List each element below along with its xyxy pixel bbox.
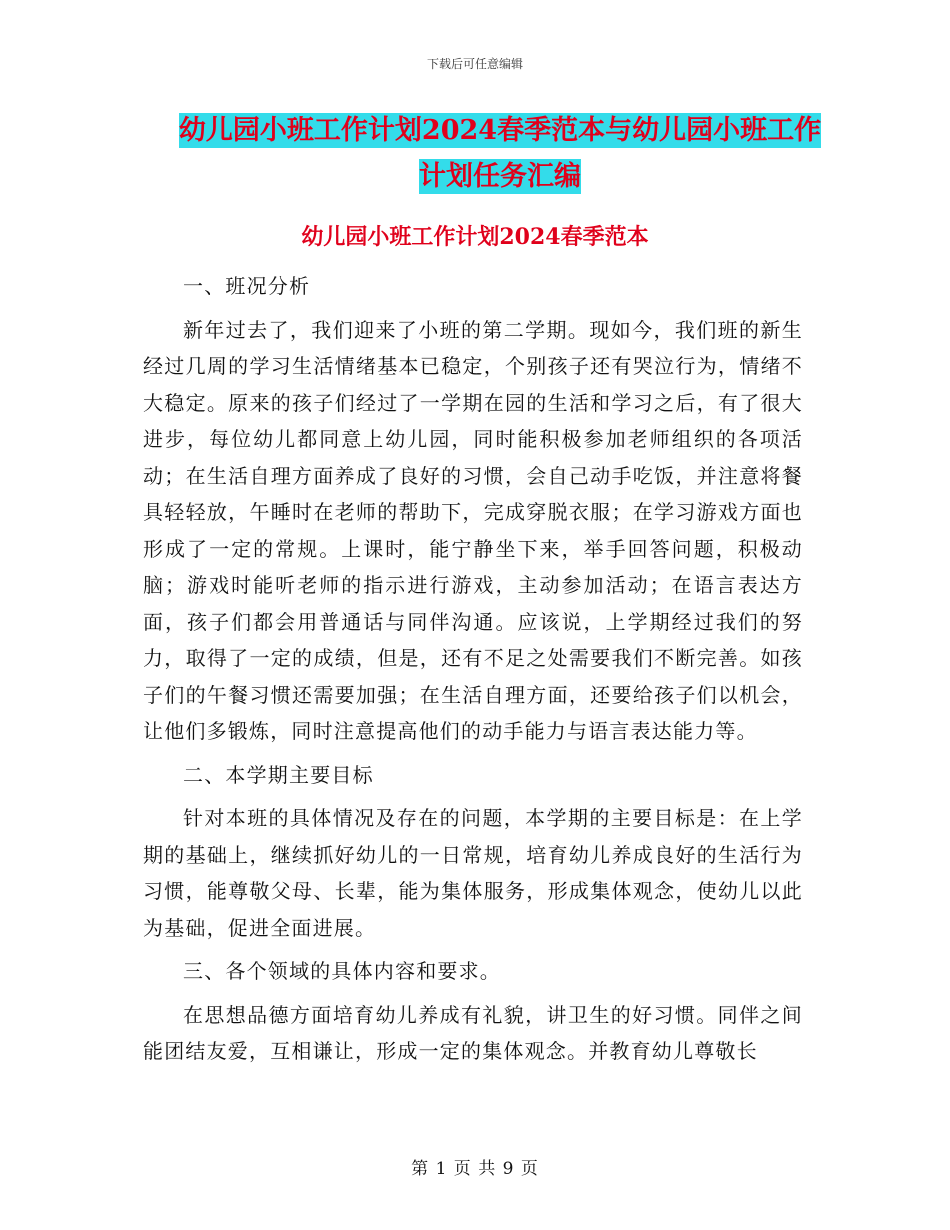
- header-note: 下载后可任意编辑: [426, 57, 523, 71]
- heading-class-analysis: 一、班况分析: [183, 274, 311, 298]
- document-title-line1: 幼儿园小班工作计划2024春季范本与幼儿园小班工作: [178, 115, 822, 146]
- paragraph-class-analysis: 新年过去了，我们迎来了小班的第二学期。现如今，我们班的新生经过几周的学习生活情绪基本已稳定，个别孩子还有哭泣行为，情绪不大稳定。原来的孩子们经过了一学期在园的生活和学习之后，有了很大进步，每位幼儿都同意上幼儿园，同时能积极参加老师组织的各项活动；在生活自理方面养成了良好的习惯，会自己动手吃饭，并注意将餐具轻轻放，午睡时在老师的帮助下，完成穿脱衣服；在学习游戏方面也形成了一定的常规。上课时，能宁静坐下来，举手回答问题，积极动脑；游戏时能听老师的指示进行游戏，主动参加活动；在语言表达方面，孩子们都会用普通话与同伴沟通。应该说，上学期经过我们的努力，取得了一定的成绩，但是，还有不足之处需要我们不断完善。如孩子们的午餐习惯还需要加强；在生活自理方面，还要给孩子们以机会，让他们多锻炼，同时注意提高他们的动手能力与语言表达能力等。: [143, 317, 803, 743]
- document-title-line2: 计划任务汇编: [419, 161, 581, 192]
- heading-domain-content: 三、各个领域的具体内容和要求。: [183, 959, 501, 983]
- paragraph-main-goals: 针对本班的具体情况及存在的问题，本学期的主要目标是：在上学期的基础上，继续抓好幼儿的一日常规，培育幼儿养成良好的生活行为习惯，能尊敬父母、长辈，能为集体服务，形成集体观念，使幼儿以此为基础，促进全面进展。: [143, 806, 803, 940]
- document-body: [143, 268, 803, 1077]
- document-title: [160, 108, 840, 200]
- page-number-footer: 第 1 页 共 9 页: [411, 1159, 539, 1179]
- heading-main-goals: 二、本学期主要目标: [183, 762, 374, 787]
- paragraph-moral-education: 在思想品德方面培育幼儿养成有礼貌，讲卫生的好习惯。同伴之间能团结友爱，互相谦让，形成一定的集体观念。并教育幼儿尊敬长: [143, 1002, 803, 1063]
- section-title: 幼儿园小班工作计划2024春季范本: [301, 224, 649, 250]
